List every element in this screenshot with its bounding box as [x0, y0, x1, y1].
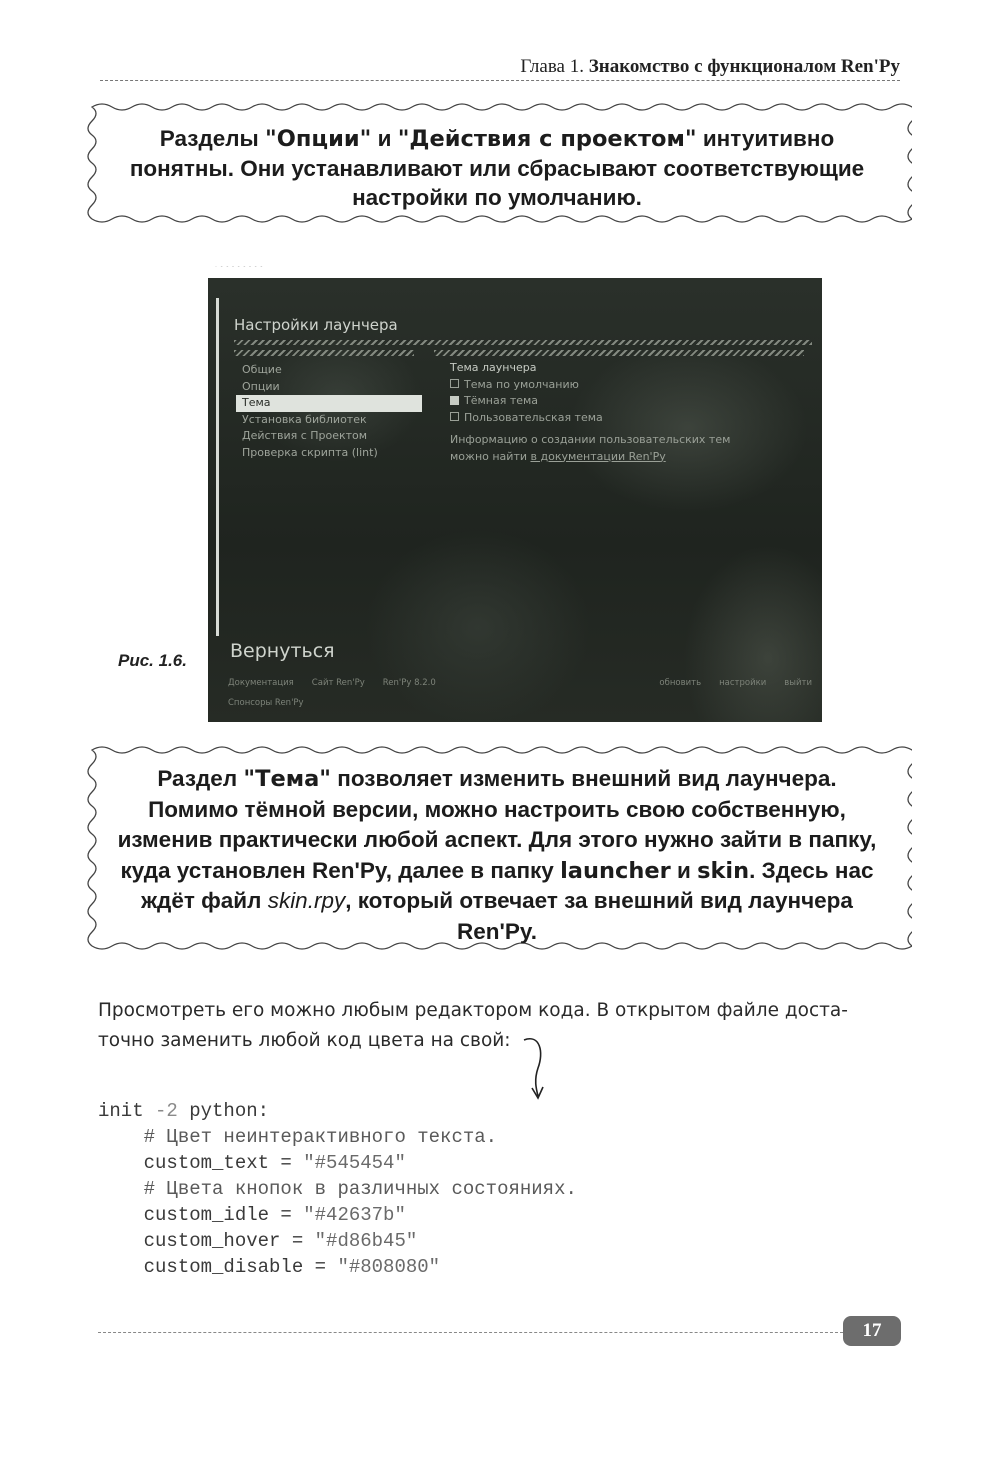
code-comment: # Цвет неинтерактивного текста. [98, 1126, 498, 1148]
launcher-accent-bar [216, 298, 219, 636]
launcher-screenshot [208, 278, 822, 722]
launcher-nav [242, 362, 422, 461]
text-run: интуитивно понятны. Они устанавливают или сбрасывают соответствующие настройки по умолчанию. [129, 126, 865, 210]
docs-link[interactable]: в документации Ren'Py [530, 449, 666, 463]
running-head [520, 56, 900, 78]
theme-info-line: Информацию о создании пользовательских тем [450, 433, 731, 446]
footer-right-links [659, 678, 812, 688]
launcher-nav-item[interactable]: Проверка скрипта (lint) [242, 445, 378, 459]
launcher-title: Настройки лаунчера [234, 316, 398, 334]
theme-option-radio[interactable] [450, 393, 810, 410]
panel-hatch-divider [434, 350, 804, 356]
text-run: Разделы [159, 126, 266, 151]
body-line: точно заменить любой код цвета на свой: [98, 1030, 511, 1051]
code-comment: # Цвета кнопок в различных состояниях. [98, 1178, 577, 1200]
text-run: . Здесь нас ждёт файл [141, 857, 874, 913]
callout-options [82, 99, 912, 234]
radio-box-icon [450, 412, 459, 421]
theme-option-label: Пользовательская тема [464, 410, 603, 424]
code-line: custom_text = "#545454" [98, 1152, 406, 1174]
footer-action[interactable]: настройки [719, 678, 767, 688]
launcher-nav-item[interactable]: Тема [236, 395, 422, 412]
callout-theme-text [82, 742, 912, 947]
footer-link[interactable]: Документация [228, 678, 294, 688]
code-line: custom_idle = "#42637b" [98, 1204, 406, 1226]
page-number: 17 [843, 1316, 901, 1346]
chapter-number: Глава 1. [520, 56, 584, 77]
back-button[interactable]: Вернуться [230, 640, 335, 662]
folder-name-launcher: launcher [560, 857, 671, 884]
page-header [100, 50, 900, 82]
footer-divider [98, 1332, 843, 1333]
nav-hatch-divider [234, 350, 414, 356]
footer-link[interactable]: Ren'Py 8.2.0 [382, 678, 436, 688]
footer-link[interactable]: Сайт Ren'Py [311, 678, 365, 688]
code-line: custom_disable = "#808080" [98, 1256, 441, 1278]
figure-tiny-label: · - - - - - - - - [215, 264, 264, 270]
text-run: и [371, 126, 398, 151]
file-name: skin.rpy [267, 888, 346, 913]
theme-option-label: Тёмная тема [464, 394, 539, 407]
quoted-term-project-actions: "Действия с проектом" [397, 126, 697, 152]
title-hatch-divider [234, 340, 812, 345]
theme-info-prefix: можно найти [450, 449, 531, 463]
header-divider [100, 80, 900, 81]
callout-theme [82, 742, 912, 958]
theme-option-label: Тема по умолчанию [464, 377, 579, 391]
chapter-title: Знакомство с функционалом Ren'Py [588, 56, 900, 77]
callout-options-text [82, 99, 912, 212]
launcher-nav-item[interactable]: Общие [242, 363, 282, 376]
launcher-nav-item[interactable]: Установка библиотек [242, 412, 367, 426]
quoted-term-theme: "Тема" [243, 766, 332, 792]
theme-panel-heading: Тема лаунчера [450, 361, 537, 374]
text-run: позволяет изменить внешний вид лаунчера. Помимо тёмной версии, можно настроить свою собственную, изменив практически любой аспект. Для этого нужно зайти в папку, куда установлен Ren'Py, далее в папку [117, 766, 877, 883]
launcher-nav-item[interactable]: Действия с Проектом [242, 429, 368, 442]
code-line: custom_hover = "#d86b45" [98, 1230, 418, 1252]
theme-panel [450, 360, 810, 465]
theme-options [450, 377, 810, 427]
code-line: init -2 python: [98, 1100, 270, 1122]
text-run: , который отвечает за внешний вид лаунчера Ren'Py. [345, 888, 853, 944]
theme-info-line [450, 449, 810, 466]
launcher-footer [228, 678, 812, 708]
body-paragraph [98, 996, 898, 1056]
theme-option-radio[interactable] [450, 410, 810, 427]
radio-box-icon [450, 396, 459, 405]
quoted-term-options: "Опции" [265, 126, 372, 152]
body-line: Просмотреть его можно любым редактором кода. В открытом файле доста- [98, 1000, 848, 1021]
footer-action[interactable]: обновить [659, 678, 702, 688]
folder-name-skin: skin [697, 857, 750, 884]
radio-box-icon [450, 379, 459, 388]
theme-info [450, 432, 810, 465]
text-run: Раздел [157, 766, 244, 791]
text-run: и [670, 857, 698, 883]
footer-action[interactable]: выйти [784, 678, 812, 688]
pointer-arrow-icon [518, 1034, 558, 1104]
theme-option-radio[interactable] [450, 377, 810, 394]
code-block [98, 1098, 577, 1280]
sponsors-link[interactable]: Спонсоры Ren'Py [228, 698, 304, 708]
figure-caption: Рис. 1.6. [118, 651, 187, 670]
launcher-nav-item[interactable]: Опции [242, 379, 280, 393]
